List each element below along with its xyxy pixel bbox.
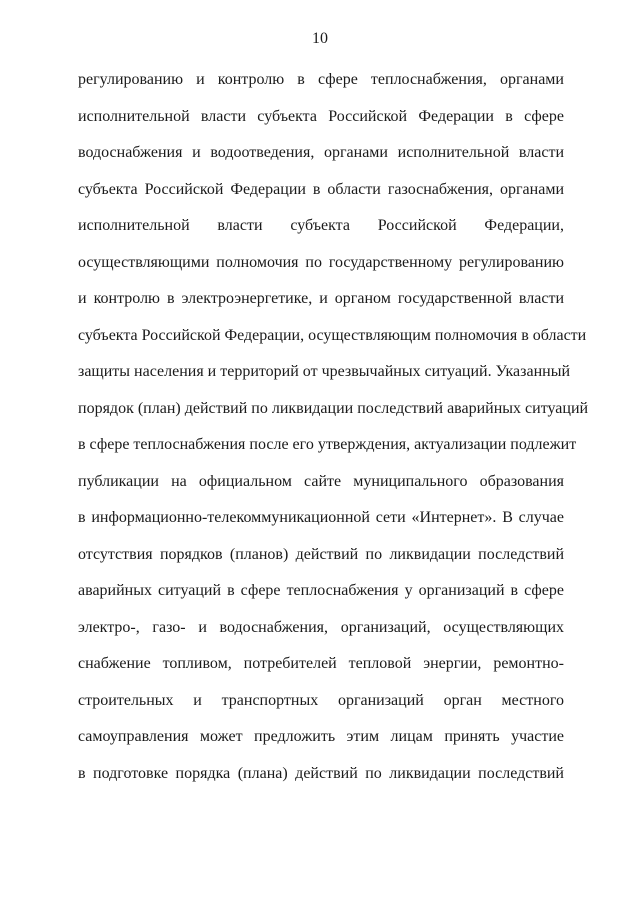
text-line: осуществляющими полномочия по государственному регулированию: [78, 253, 564, 271]
text-line: в сфере теплоснабжения после его утверждения, актуализации подлежит: [78, 436, 577, 453]
text-line: субъекта Российской Федерации, осуществляющим полномочия в области: [78, 326, 587, 344]
text-line: строительных и транспортных организаций орган местного: [78, 691, 564, 709]
text-line: публикации на официальном сайте муниципального образования: [78, 472, 564, 490]
text-line: и контролю в электроэнергетике, и органом государственной власти: [78, 290, 564, 307]
text-line: порядок (план) действий по ликвидации последствий аварийных ситуаций: [78, 399, 589, 417]
text-line: защиты населения и территорий от чрезвычайных ситуаций. Указанный: [78, 363, 571, 380]
text-line: в подготовке порядка (плана) действий по ликвидации последствий: [78, 764, 564, 782]
page-number: 10: [312, 30, 328, 47]
text-line: снабжение топливом, потребителей тепловой энергии, ремонтно-: [78, 655, 564, 672]
body-text: [78, 62, 589, 792]
text-line: регулированию и контролю в сфере теплоснабжения, органами: [78, 71, 564, 88]
text-line: самоуправления может предложить этим лицам принять участие: [78, 728, 564, 745]
text-line: в информационно-телекоммуникационной сети «Интернет». В случае: [78, 509, 564, 526]
text-line: аварийных ситуаций в сфере теплоснабжения у организаций в сфере: [78, 582, 564, 599]
text-line: водоснабжения и водоотведения, органами исполнительной власти: [78, 144, 564, 161]
text-line: исполнительной власти субъекта Российской Федерации в сфере: [78, 107, 564, 125]
text-line: исполнительной власти субъекта Российской Федерации,: [78, 217, 564, 234]
text-line: электро-, газо- и водоснабжения, организаций, осуществляющих: [78, 618, 564, 636]
text-line: субъекта Российской Федерации в области газоснабжения, органами: [78, 180, 564, 198]
text-line: отсутствия порядков (планов) действий по ликвидации последствий: [78, 545, 564, 563]
